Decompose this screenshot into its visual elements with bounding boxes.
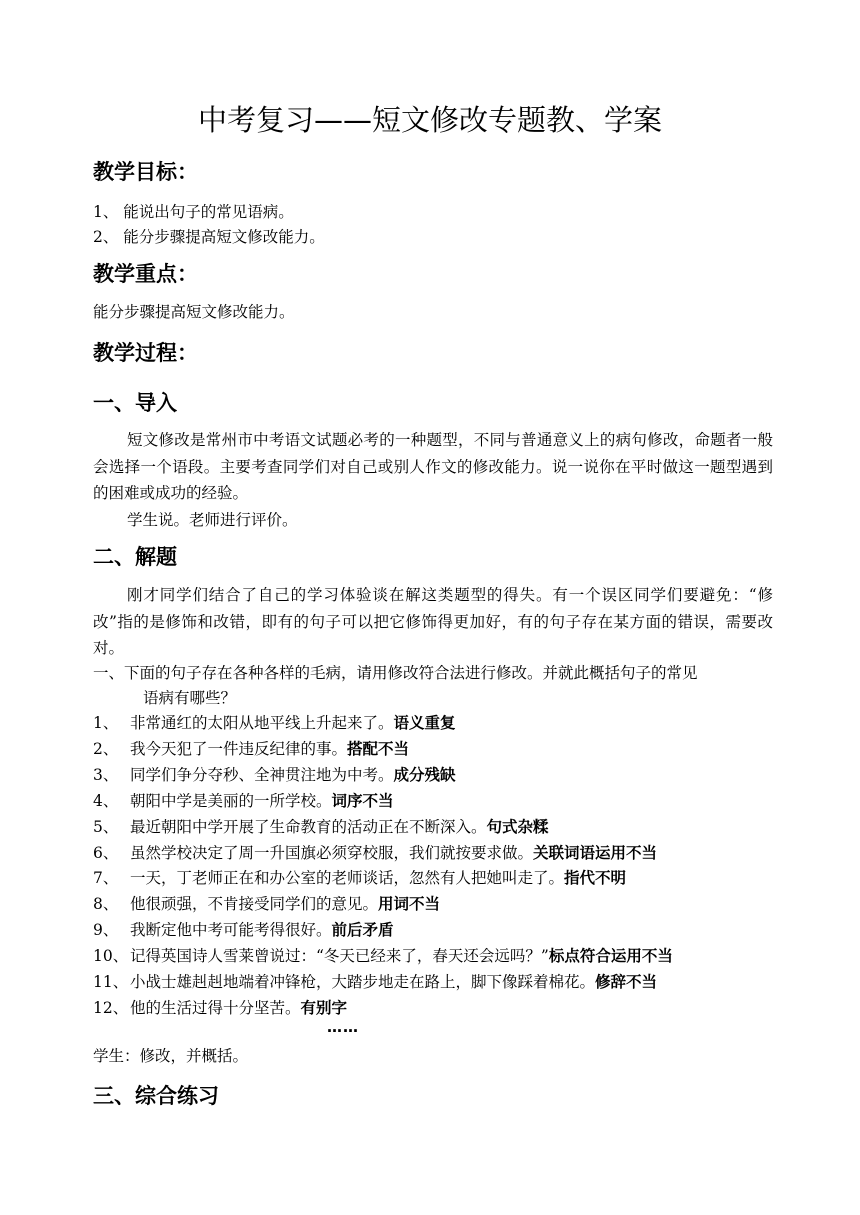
- task-line-1: 一、下面的句子存在各种各样的毛病，请用修改符合法进行修改。并就此概括句子的常见: [93, 664, 698, 682]
- list-item-number: 7、: [93, 869, 119, 888]
- error-type-label: 指代不明: [564, 869, 627, 888]
- error-type-label: 用词不当: [378, 895, 441, 914]
- list-item-sentence: 他很顽强，不肯接受同学们的意见。: [130, 895, 379, 914]
- list-item-number: 4、: [93, 791, 119, 810]
- list-item: [93, 815, 793, 839]
- task-line-2: 语病有哪些？: [143, 689, 237, 707]
- list-item-sentence: 同学们争分夺秒、全神贯注地为中考。: [130, 765, 394, 784]
- goal-item-2: 2、 能分步骤提高短文修改能力。: [93, 228, 325, 246]
- section2-paragraph: 刚才同学们结合了自己的学习体验谈在解这类题型的得失。有一个误区同学们要避免：“修改”指的是修饰和改错，即有的句子可以把它修饰得更加好，有的句子存在某方面的错误，需要改对。: [93, 586, 773, 657]
- section3-heading: 三、综合练习: [93, 1084, 219, 1108]
- list-item: [93, 970, 793, 994]
- list-item-sentence: 我断定他中考可能考得很好。: [130, 921, 332, 940]
- list-item-number: 1、: [93, 714, 119, 732]
- list-item: [93, 789, 793, 813]
- list-item-sentence: 非常通红的太阳从地平线上升起来了。: [130, 714, 394, 732]
- section2-heading: 二、解题: [93, 545, 177, 569]
- key-point-heading: 教学重点：: [93, 262, 198, 286]
- process-heading: 教学过程：: [93, 341, 198, 365]
- list-item: [93, 996, 793, 1020]
- list-item-number: 11、: [93, 973, 129, 991]
- error-type-label: 前后矛盾: [331, 921, 394, 940]
- list-item-number: 10、: [93, 947, 129, 966]
- goals-heading: 教学目标：: [93, 160, 198, 184]
- list-item: [93, 866, 793, 890]
- error-type-label: 搭配不当: [347, 739, 410, 758]
- list-item-number: 12、: [93, 998, 129, 1017]
- ellipsis: ……: [327, 1018, 359, 1036]
- list-item-number: 2、: [93, 739, 119, 758]
- list-item: [93, 918, 793, 942]
- list-item-number: 5、: [93, 817, 119, 836]
- error-type-label: 语义重复: [393, 714, 456, 732]
- list-item-sentence: 虽然学校决定了周一升国旗必须穿校服，我们就按要求做。: [130, 843, 534, 862]
- list-item-number: 8、: [93, 895, 119, 914]
- section1-note: 学生说。老师进行评价。: [127, 511, 298, 529]
- list-item-sentence: 他的生活过得十分坚苦。: [130, 998, 301, 1017]
- list-item-number: 6、: [93, 843, 119, 862]
- list-item-sentence: 最近朝阳中学开展了生命教育的活动正在不断深入。: [130, 817, 487, 836]
- error-type-label: 有别字: [300, 998, 348, 1017]
- list-item-sentence: 记得英国诗人雪莱曾说过：“冬天已经来了，春天还会远吗？”: [130, 947, 549, 966]
- goal-item-1: 1、 能说出句子的常见语病。: [93, 203, 294, 221]
- list-item: [93, 841, 793, 865]
- error-type-label: 成分残缺: [393, 765, 456, 784]
- list-item: [93, 737, 793, 761]
- list-item-sentence: 一天，丁老师正在和办公室的老师谈话，忽然有人把她叫走了。: [130, 869, 565, 888]
- section1-paragraph: 短文修改是常州市中考语文试题必考的一种题型，不同与普通意义上的病句修改，命题者一般会选择一个语段。主要考查同学们对自己或别人作文的修改能力。说一说你在平时做这一题型遇到的困难或成功的经验。: [93, 431, 773, 502]
- key-point-text: 能分步骤提高短文修改能力。: [93, 303, 295, 321]
- list-item: [93, 944, 793, 968]
- list-item-sentence: 小战士雄赳赳地端着冲锋枪，大踏步地走在路上，脚下像踩着棉花。: [130, 973, 596, 991]
- error-type-label: 修辞不当: [595, 973, 658, 991]
- list-item: [93, 892, 793, 916]
- list-item-sentence: 我今天犯了一件违反纪律的事。: [130, 739, 348, 758]
- student-note: 学生：修改，并概括。: [93, 1047, 249, 1065]
- error-type-label: 句式杂糅: [486, 817, 549, 836]
- error-type-label: 词序不当: [331, 791, 394, 810]
- list-item-number: 9、: [93, 921, 119, 940]
- list-item: [93, 711, 793, 735]
- section1-heading: 一、导入: [93, 391, 177, 415]
- list-item: [93, 763, 793, 787]
- list-item-number: 3、: [93, 765, 119, 784]
- list-item-sentence: 朝阳中学是美丽的一所学校。: [130, 791, 332, 810]
- error-type-label: 关联词语运用不当: [533, 843, 658, 862]
- document-title: 中考复习——短文修改专题教、学案: [197, 103, 662, 137]
- error-type-label: 标点符合运用不当: [548, 947, 673, 966]
